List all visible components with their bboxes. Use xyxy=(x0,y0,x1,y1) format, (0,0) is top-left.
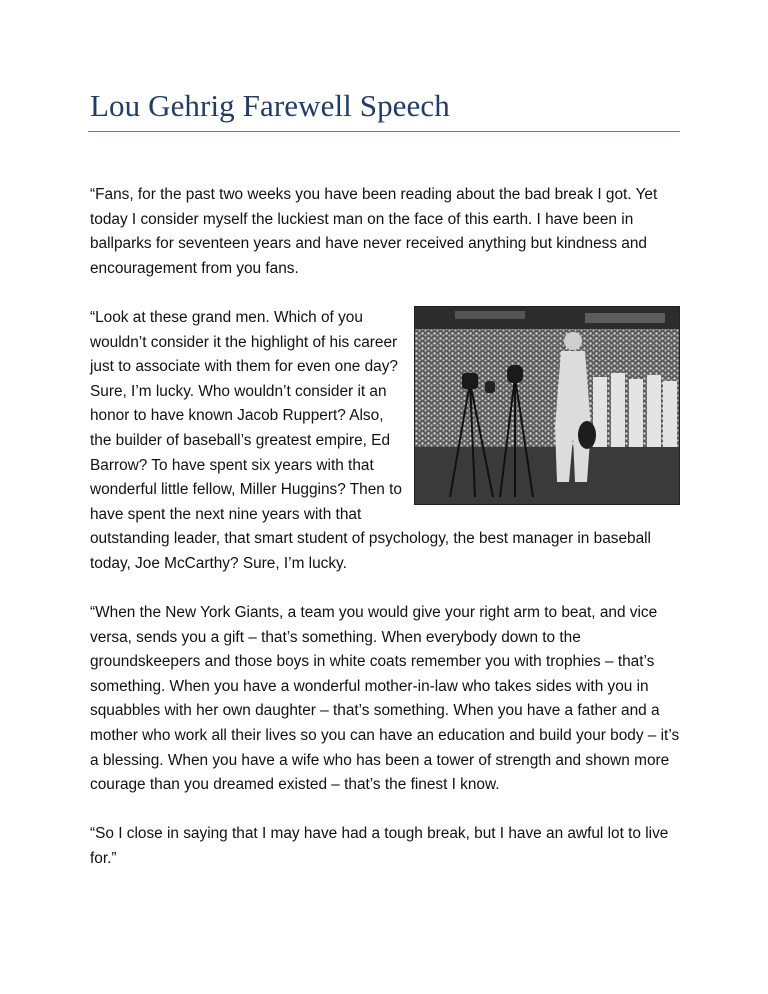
speech-body xyxy=(90,183,680,896)
page-title: Lou Gehrig Farewell Speech xyxy=(90,88,450,123)
gehrig-at-microphones-photo xyxy=(414,306,680,505)
paragraph-4: “So I close in saying that I may have had a tough break, but I have an awful lot to live for.” xyxy=(90,825,669,868)
paragraph-2 xyxy=(90,306,680,577)
paragraph-2-text: “Look at these grand men. Which of you wouldn’t consider it the highlight of his career just to associate with them for even one day? Sure, I’m lucky. Who wouldn’t consider it an honor to have known Jacob Ruppert? Also, the builder of baseball’s greatest empire, Ed Barrow? To have spent six years with that wonderful little fellow, Miller Huggins? Then to have spent the next nine years with that outstanding leader, that smart student of psychology, the best manager in baseball today, Joe McCarthy? Sure, I’m lucky. xyxy=(90,308,651,572)
paragraph-1: “Fans, for the past two weeks you have been reading about the bad break I got. Yet today I consider myself the luckiest man on the face of this earth. I have been in ballparks for seventeen years and have never received anything but kindness and encouragement from you fans. xyxy=(90,186,658,277)
paragraph-3: “When the New York Giants, a team you would give your right arm to beat, and vice versa, sends you a gift – that’s something. When everybody down to the groundskeepers and those boys in white coats remember you with trophies – that’s something. When you have a wonderful mother-in-law who takes sides with you in squabbles with her own daughter – that’s something. When you have a father and a mother who work all their lives so you can have an education and build your body – it’s a blessing. When you have a wife who has been a tower of strength and shown more courage than you dreamed existed – that’s the finest I know. xyxy=(90,604,680,794)
title-underline xyxy=(88,131,680,132)
